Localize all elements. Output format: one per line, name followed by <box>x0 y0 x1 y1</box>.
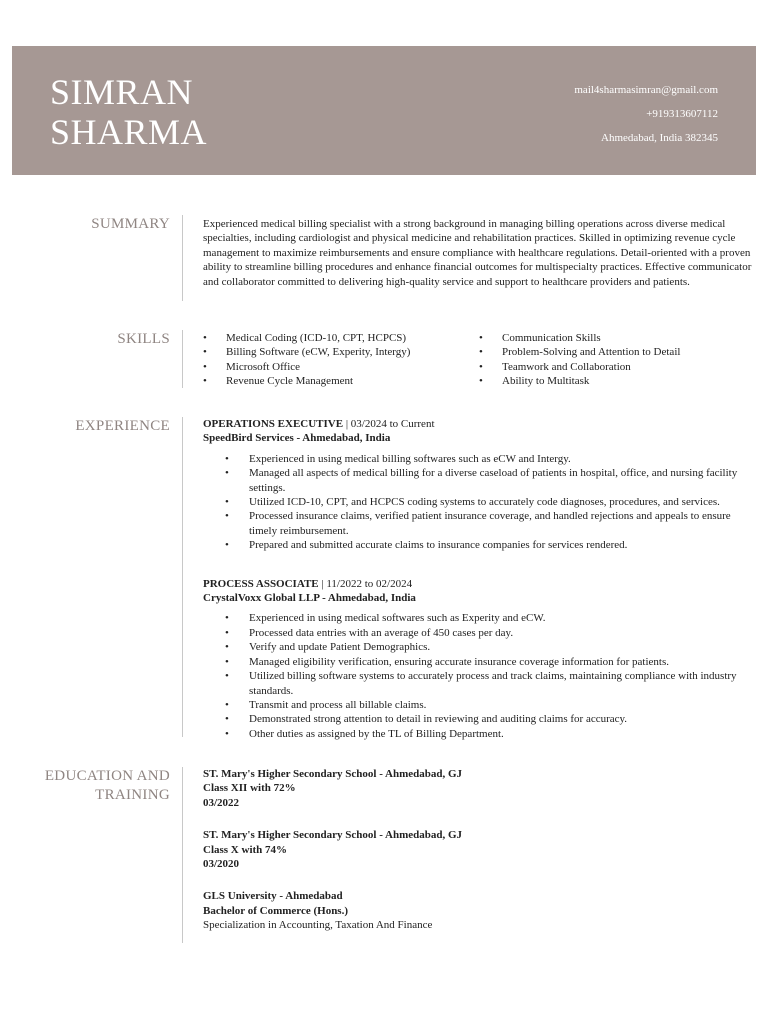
skill-item: • Problem-Solving and Attention to Detail <box>479 345 755 359</box>
school-name: ST. Mary's Higher Secondary School - Ahmedabad, GJ <box>203 829 463 842</box>
job-title: OPERATIONS EXECUTIVE <box>203 418 344 430</box>
contact-info <box>574 78 718 150</box>
email-text: mail4sharmasimran@gmail.com <box>574 84 718 96</box>
experience-divider <box>182 417 183 737</box>
first-name: SIMRAN <box>50 72 194 112</box>
education-entry <box>203 889 755 932</box>
education-heading <box>10 767 170 805</box>
skills-heading: SKILLS <box>117 331 170 347</box>
skill-item: • Communication Skills <box>479 331 755 345</box>
list-item: • Processed insurance claims, verified patient insurance coverage, and handled rejections and appeals to ensure timely reimbursement. <box>203 509 755 538</box>
education-entry <box>203 767 755 810</box>
school-name: GLS University - Ahmedabad <box>203 890 343 903</box>
job-dates: | 11/2022 to 02/2024 <box>318 577 413 590</box>
list-item: • Utilized ICD-10, CPT, and HCPCS coding systems to accurately code diagnoses, procedures, and services. <box>203 495 755 509</box>
skill-item: • Medical Coding (ICD-10, CPT, HCPCS) <box>203 331 479 345</box>
job-header <box>203 577 755 591</box>
list-item: • Processed data entries with an average of 450 cases per day. <box>203 626 755 640</box>
school-name: ST. Mary's Higher Secondary School - Ahmedabad, GJ <box>203 768 463 780</box>
list-item: • Managed eligibility verification, ensuring accurate insurance coverage information for patients. <box>203 655 755 669</box>
list-item: • Utilized billing software systems to accurately process and track claims, maintaining compliance with industry standards. <box>203 669 755 698</box>
skills-list-right <box>479 331 755 389</box>
list-item: • Experienced in using medical softwares such as Experity and eCW. <box>203 611 755 625</box>
skill-item: • Billing Software (eCW, Experity, Intergy) <box>203 345 479 359</box>
education-heading-line1: EDUCATION AND <box>44 768 170 784</box>
job-title: PROCESS ASSOCIATE <box>203 577 319 590</box>
job-company: CrystalVoxx Global LLP - Ahmedabad, India <box>203 592 416 605</box>
last-name: SHARMA <box>50 112 208 152</box>
job-bullets <box>203 452 755 553</box>
list-item: • Demonstrated strong attention to detail in reviewing and auditing claims for accuracy. <box>203 712 755 726</box>
experience-body <box>203 417 755 765</box>
location-text: Ahmedabad, India 382345 <box>601 132 718 144</box>
skills-list-left <box>203 331 479 389</box>
resume-header <box>12 46 756 175</box>
list-item: • Experienced in using medical billing softwares such as eCW and Intergy. <box>203 452 755 466</box>
phone-text: +919313607112 <box>646 108 718 120</box>
skill-item: • Teamwork and Collaboration <box>479 360 755 374</box>
list-item: • Transmit and process all billable claims. <box>203 698 755 712</box>
job-bullets <box>203 611 755 741</box>
job-entry <box>203 577 755 741</box>
degree-name: Class X with 74% <box>203 843 288 856</box>
skills-divider <box>182 330 183 388</box>
list-item: • Prepared and submitted accurate claims to insurance companies for services rendered. <box>203 538 755 552</box>
list-item: • Other duties as assigned by the TL of Billing Department. <box>203 727 755 741</box>
education-entry <box>203 828 755 871</box>
job-company: SpeedBird Services - Ahmedabad, India <box>203 432 391 445</box>
summary-body <box>203 217 755 289</box>
education-divider <box>182 767 183 943</box>
job-dates: | 03/2024 to Current <box>343 418 435 430</box>
summary-divider <box>182 215 183 301</box>
job-header <box>203 417 755 431</box>
summary-text: Experienced medical billing specialist with a strong background in managing billing operations across diverse medical specialties, including cardiologist and physical medicine and rehabilitation practices. Skilled in optimizing revenue cycle management to maximize reimbursements and ensure compliance with healthcare regulations. Detail-oriented with a proven ability to streamline billing procedures and enhance financial outcomes for multispecialty practices. Effective communicator and collaborator committed to delivering high-quality service and support to healthcare providers and patients. <box>203 218 752 288</box>
list-item: • Managed all aspects of medical billing for a diverse caseload of patients in hospital, office, and nursing facility settings. <box>203 466 755 495</box>
experience-heading: EXPERIENCE <box>75 418 170 434</box>
education-date: 03/2020 <box>203 858 240 871</box>
summary-heading: SUMMARY <box>91 216 170 232</box>
skill-item: • Revenue Cycle Management <box>203 374 479 388</box>
list-item: • Verify and update Patient Demographics. <box>203 640 755 654</box>
degree-name: Bachelor of Commerce (Hons.) <box>203 904 349 917</box>
skill-item: • Ability to Multitask <box>479 374 755 388</box>
skill-item: • Microsoft Office <box>203 360 479 374</box>
education-heading-line2: TRAINING <box>95 787 170 803</box>
skills-body <box>203 331 755 389</box>
candidate-name <box>50 72 207 152</box>
degree-name: Class XII with 72% <box>203 782 296 795</box>
education-specialization: Specialization in Accounting, Taxation And Finance <box>203 919 433 932</box>
education-body <box>203 767 755 951</box>
job-entry <box>203 417 755 553</box>
education-date: 03/2022 <box>203 796 240 809</box>
